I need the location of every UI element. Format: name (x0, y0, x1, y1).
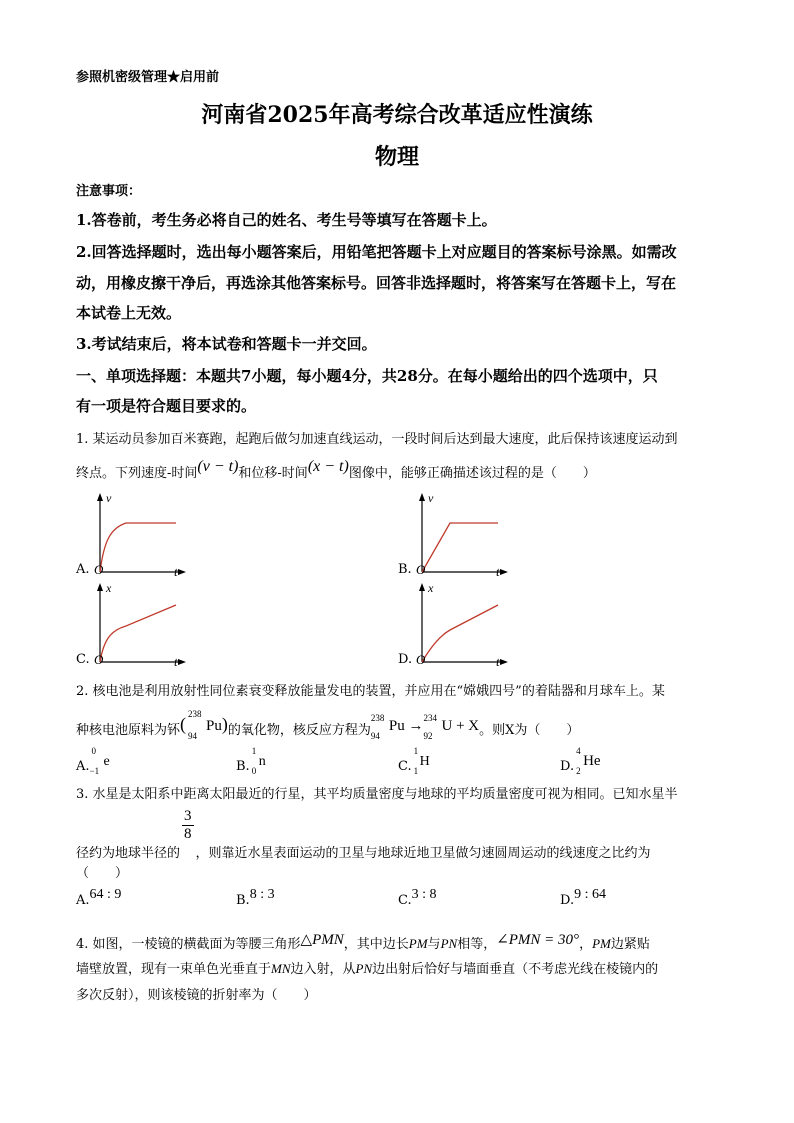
graph-c-origin: O (94, 652, 104, 667)
q2-a-z: −1 (89, 766, 100, 776)
q3-option-a[interactable] (76, 887, 122, 909)
q4-text-i: 边出射后恰好与墙面垂直（不考虑光线在棱镜内的 (372, 962, 659, 977)
graph-c (76, 580, 196, 670)
q3-option-b-label: B. (236, 893, 250, 908)
q2-d-mass: 4 (576, 746, 581, 756)
q2-a-mass: 0 (91, 746, 97, 756)
graph-a-x-label: t (174, 564, 178, 579)
q2-line-2 (76, 709, 580, 741)
q4-text-b: ，其中边长 (343, 937, 409, 952)
q1-line-2 (76, 458, 596, 482)
exam-title: 河南省2025年高考综合改革适应性演练 (201, 102, 593, 128)
q4-angle: ∠PMN = 30° (496, 932, 580, 948)
graph-c-x-label: t (174, 654, 178, 669)
q2-c-sym: H (419, 754, 430, 769)
q3-option-a-value: 64 : 9 (89, 887, 122, 902)
q2-option-a[interactable] (76, 746, 110, 776)
q2-option-d[interactable] (560, 746, 601, 776)
q3-line-3: （ ） (76, 866, 129, 881)
graph-b-x-label: t (496, 564, 500, 579)
graph-d-x-label: t (496, 654, 500, 669)
q3-line-1: 3. 水星是太阳系中距离太阳最近的行星，其平均质量密度与地球的平均质量密度可视为相同。已知水星半 (76, 787, 678, 802)
notice-item-3: 3.考试结束后，将本试卷和答题卡一并交回。 (76, 335, 377, 353)
q1-xt-expr: (x − t) (307, 458, 349, 475)
q2-c-mass: 1 (413, 746, 419, 756)
q3-option-c-value: 3 : 8 (411, 887, 437, 902)
notice-item-2-line-2: 动，用橡皮擦干净后，再选涂其他答案标号。回答非选择题时，将答案写在答题卡上，写在 (76, 274, 677, 292)
section-1-line-2: 有一项是符合题目要求的。 (76, 397, 257, 415)
q4-pn: PN (440, 936, 458, 951)
pu-sym: Pu (206, 718, 222, 734)
q4-text-f: 边紧贴 (610, 937, 650, 952)
q3-line-2 (76, 808, 651, 861)
option-d-label: D. (398, 652, 413, 667)
q1-option-b[interactable] (398, 490, 518, 584)
option-c-label: C. (76, 652, 90, 667)
q2-c-z: 1 (413, 766, 419, 776)
q3-option-d-value: 9 : 64 (574, 887, 606, 902)
q4-pm-2: PM (592, 936, 611, 951)
q4-pn-2: PN (355, 961, 373, 976)
arrow-icon: → (408, 718, 424, 734)
q2-option-b-label: B. (236, 759, 250, 774)
q4-line-3: 多次反射），则该棱镜的折射率为（ ） (76, 988, 317, 1003)
confidential-label: 参照机密级管理★启用前 (76, 70, 220, 85)
q2-b-z: 0 (251, 766, 257, 776)
q1-option-a[interactable] (76, 490, 196, 584)
nuclear-equation (370, 713, 480, 741)
q1-vt-expr: (v − t) (197, 458, 239, 475)
q2-b-mass: 1 (251, 746, 257, 756)
q4-text-h: 边入射，从 (290, 962, 356, 977)
notice-item-1: 1.答卷前，考生务必将自己的姓名、考生号等填写在答题卡上。 (76, 211, 497, 229)
eq-u-sym: U (441, 718, 453, 734)
q4-line-1 (76, 933, 650, 953)
q3-frac-den: 8 (184, 826, 192, 842)
q3-fraction (182, 808, 194, 843)
q2-option-c[interactable] (398, 746, 430, 776)
eq-plus-x: + X (456, 718, 480, 734)
q3-text-b: ，则靠近水星表面运动的卫星与地球近地卫星做匀速圆周运动的线速度之比约为 (195, 846, 651, 861)
q1-line-1: 1. 某运动员参加百米赛跑，起跑后做匀加速直线运动，一段时间后达到最大速度，此后保持该速度运动到 (76, 432, 678, 447)
q4-triangle: △PMN (300, 932, 344, 948)
q2-line-1: 2. 核电池是利用放射性同位素衰变释放能量发电的装置，并应用在“嫦娥四号”的着陆器和月球车上。某 (76, 684, 665, 699)
q3-option-b[interactable] (236, 887, 275, 909)
graph-a (76, 490, 196, 580)
q2-option-d-label: D. (560, 759, 575, 774)
q3-option-d[interactable] (560, 887, 606, 909)
eq-u-z: 92 (423, 731, 433, 741)
q2-text-c: 。则X为（ ） (479, 723, 580, 738)
q2-a-sym: e (103, 754, 110, 769)
q2-d-z: 2 (576, 766, 581, 776)
q4-text-g: 墙壁放置，现有一束单色光垂直于 (76, 962, 272, 977)
q2-text-b: 的氧化物，核反应方程为 (227, 723, 371, 738)
q4-pm: PM (408, 936, 428, 951)
graph-a-y-label: v (106, 491, 112, 505)
graph-d-origin: O (416, 652, 426, 667)
q4-text-e: ， (579, 937, 593, 952)
graph-d (398, 580, 518, 670)
eq-pu-sym: Pu (388, 718, 405, 734)
q2-option-c-label: C. (398, 759, 412, 774)
q1-option-d[interactable] (398, 580, 518, 674)
pu-z: 94 (188, 731, 198, 741)
graph-d-y-label: x (428, 581, 434, 595)
q3-option-b-value: 8 : 3 (249, 887, 275, 902)
option-a-label: A. (76, 562, 90, 577)
q1-option-c[interactable] (76, 580, 196, 674)
q2-text-a: 种核电池原料为钚 (76, 723, 181, 738)
q2-option-a-label: A. (76, 759, 90, 774)
q3-frac-num: 3 (184, 808, 192, 824)
notice-item-2-line-1: 2.回答选择题时，选出每小题答案后，用铅笔把答题卡上对应题目的答案标号涂黑。如需改 (76, 243, 677, 261)
q4-text-c: 与 (427, 937, 441, 952)
pu-mass: 238 (188, 709, 202, 719)
eq-pu-mass: 238 (370, 713, 385, 723)
q2-option-b[interactable] (236, 746, 266, 776)
q2-d-sym: He (583, 753, 601, 769)
q1-text-c: 图像中，能够正确描述该过程的是（ ） (348, 466, 596, 481)
q3-option-a-label: A. (76, 893, 90, 908)
q1-text-a: 终点。下列速度-时间 (76, 466, 198, 481)
graph-b (398, 490, 518, 580)
notice-heading: 注意事项： (76, 184, 142, 199)
q4-text-d: 相等， (457, 937, 497, 952)
graph-b-origin: O (416, 562, 426, 577)
graph-c-y-label: x (106, 581, 112, 595)
q2-b-sym: n (258, 754, 266, 769)
plutonium-symbol: ( 238 94 Pu) (180, 709, 228, 741)
q1-text-b: 和位移-时间 (238, 466, 308, 481)
eq-u-mass: 234 (423, 713, 437, 723)
eq-pu-z: 94 (370, 731, 380, 741)
q4-mn: MN (271, 961, 291, 976)
section-1-line-1: 一、单项选择题：本题共7小题，每小题4分，共28分。在每小题给出的四个选项中，只 (76, 367, 658, 385)
q4-line-2 (76, 958, 658, 977)
q3-option-c[interactable] (398, 887, 437, 909)
graph-b-y-label: v (428, 491, 434, 505)
q3-option-c-label: C. (398, 893, 412, 908)
graph-a-origin: O (94, 562, 104, 577)
q4-text-a: 4. 如图，一棱镜的横截面为等腰三角形 (76, 937, 301, 952)
q3-text-a: 径约为地球半径的 (76, 846, 181, 861)
option-b-label: B. (398, 562, 412, 577)
subject-title: 物理 (374, 144, 419, 170)
q3-option-d-label: D. (560, 893, 575, 908)
notice-item-2-line-3: 本试卷上无效。 (76, 304, 182, 322)
